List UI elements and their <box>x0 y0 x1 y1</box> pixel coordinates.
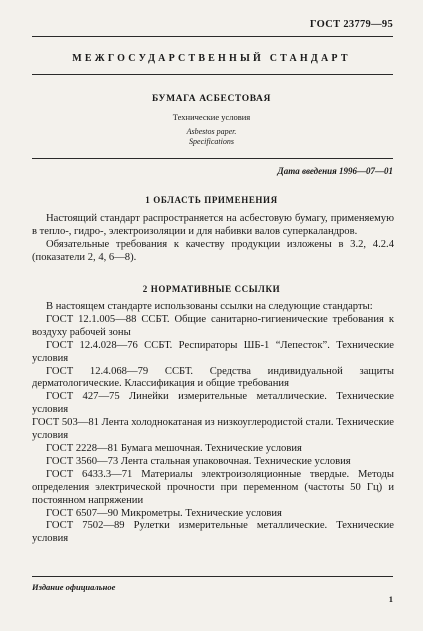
reference-item: ГОСТ 12.4.028—76 ССБТ. Респираторы ШБ-1 “Лепесток”. Технические условия <box>32 339 394 364</box>
section-1-body <box>32 213 394 265</box>
document-subtitle: Технические условия <box>172 112 251 122</box>
document-title: БУМАГА АСБЕСТОВАЯ <box>152 94 271 104</box>
header-bottom-rule <box>32 74 393 75</box>
section-2-paragraph: В настоящем стандарте использованы ссылки на следующие стандарты: <box>46 301 373 312</box>
document-subtitle-en: Specifications <box>189 137 234 146</box>
section-1-paragraph: Обязательные требования к качеству продукции изложены в 3.2, 4.2.4 (показатели 2, 4, 6—8). <box>32 238 394 263</box>
title-block-rule <box>32 158 393 159</box>
interstate-standard-label: МЕЖГОСУДАРСТВЕННЫЙ СТАНДАРТ <box>72 53 351 64</box>
section-2-body <box>32 301 394 546</box>
section-1-paragraph: Настоящий стандарт распространяется на асбестовую бумагу, применяемую в тепло-, гидро-, электроизоляции и для набивки валов суперкаландров. <box>32 213 394 237</box>
reference-item: ГОСТ 6507—90 Микрометры. Технические условия <box>46 507 282 519</box>
section-1-heading: 1 ОБЛАСТЬ ПРИМЕНЕНИЯ <box>145 195 278 205</box>
reference-item: ГОСТ 7502—89 Рулетки измерительные металлические. Технические условия <box>32 520 394 545</box>
reference-item: ГОСТ 3560—73 Лента стальная упаковочная. Технические условия <box>46 455 351 467</box>
footer-rule <box>32 576 393 577</box>
reference-item: ГОСТ 427—75 Линейки измерительные металлические. Технические условия <box>32 391 394 416</box>
reference-item: ГОСТ 503—81 Лента холоднокатаная из низкоуглеродистой стали. Технические условия <box>32 417 394 442</box>
section-2-heading: 2 НОРМАТИВНЫЕ ССЫЛКИ <box>142 284 281 294</box>
official-edition-label: Издание официальное <box>32 582 116 592</box>
document-title-en: Asbestos paper. <box>186 127 237 136</box>
introduction-date: Дата введения 1996—07—01 <box>277 166 393 176</box>
gost-code: ГОСТ 23779—95 <box>309 19 393 30</box>
reference-item: ГОСТ 12.4.068—79 ССБТ. Средства индивидуальной защиты дерматологические. Классификация и общие требования <box>32 365 394 390</box>
reference-item: ГОСТ 12.1.005—88 ССБТ. Общие санитарно-гигиенические требования к воздуху рабочей зоны <box>32 313 394 338</box>
page-number: 1 <box>388 594 393 604</box>
reference-item: ГОСТ 6433.3—71 Материалы электроизоляционные твердые. Методы определения электрической прочности при переменном (частоты 50 Гц) и постоянном напряжении <box>32 468 394 506</box>
header-top-rule <box>32 36 393 37</box>
reference-item: ГОСТ 2228—81 Бумага мешочная. Технические условия <box>46 442 302 454</box>
